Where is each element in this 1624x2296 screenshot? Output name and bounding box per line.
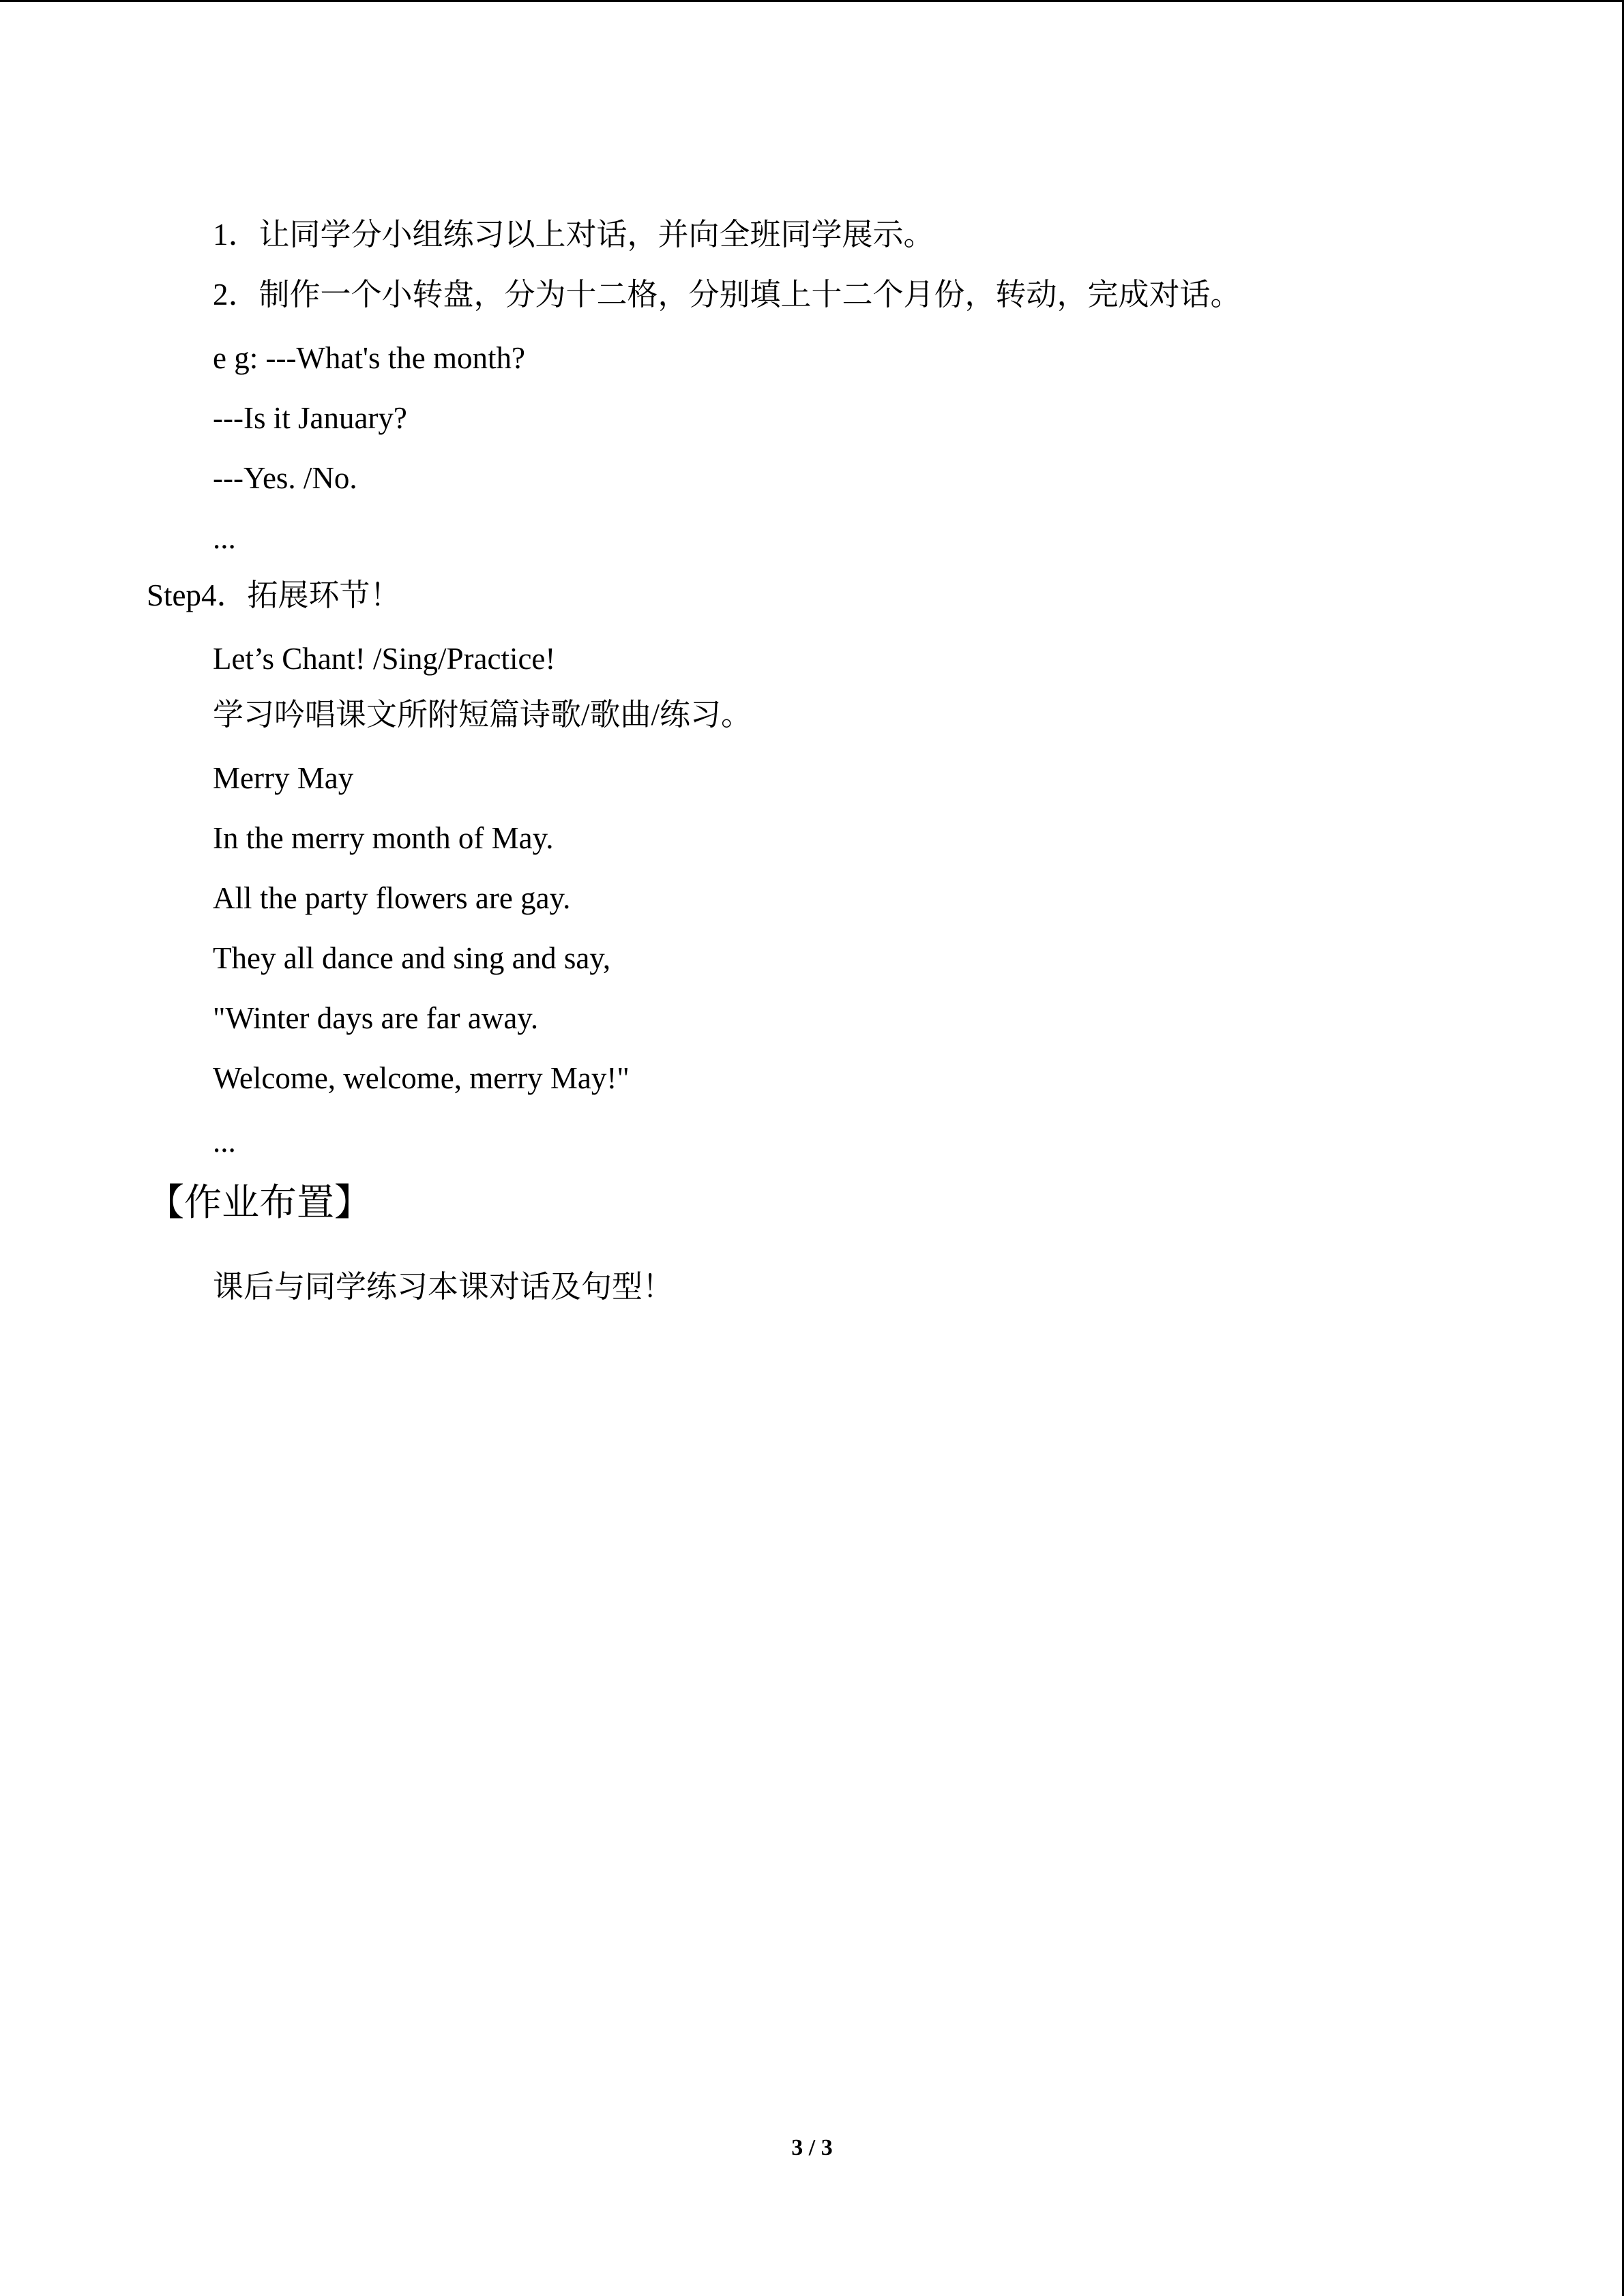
homework-heading: 【作业布置】 (147, 1180, 372, 1224)
step4-title: Step4．拓展环节！ (147, 578, 401, 612)
chant-line: Let’s Chant! /Sing/Practice! (213, 642, 556, 676)
page-top-border (0, 0, 1624, 2)
page-number: 3 / 3 (791, 2135, 833, 2160)
poem-line: "Winter days are far away. (213, 1001, 539, 1035)
poem-line: They all dance and sing and say, (213, 941, 611, 975)
poem-line: Welcome, welcome, merry May!" (213, 1061, 630, 1095)
poem-line: In the merry month of May. (213, 821, 554, 855)
learn-line: 学习吟唱课文所附短篇诗歌/歌曲/练习。 (213, 698, 752, 732)
example-line: e g: ---What's the month? (213, 341, 525, 375)
dialog-question: ---Is it January? (213, 401, 407, 435)
dialog-answer: ---Yes. /No. (213, 461, 357, 495)
ellipsis: ... (213, 1124, 236, 1159)
poem-line: Merry May (213, 761, 354, 795)
list-item-2: 2．制作一个小转盘，分为十二格，分别填上十二个月份，转动，完成对话。 (213, 278, 1241, 312)
list-item-1: 1．让同学分小组练习以上对话，并向全班同学展示。 (213, 218, 934, 252)
poem-line: All the party flowers are gay. (213, 881, 571, 915)
homework-text: 课后与同学练习本课对话及句型！ (213, 1270, 674, 1304)
ellipsis: ... (213, 521, 236, 555)
